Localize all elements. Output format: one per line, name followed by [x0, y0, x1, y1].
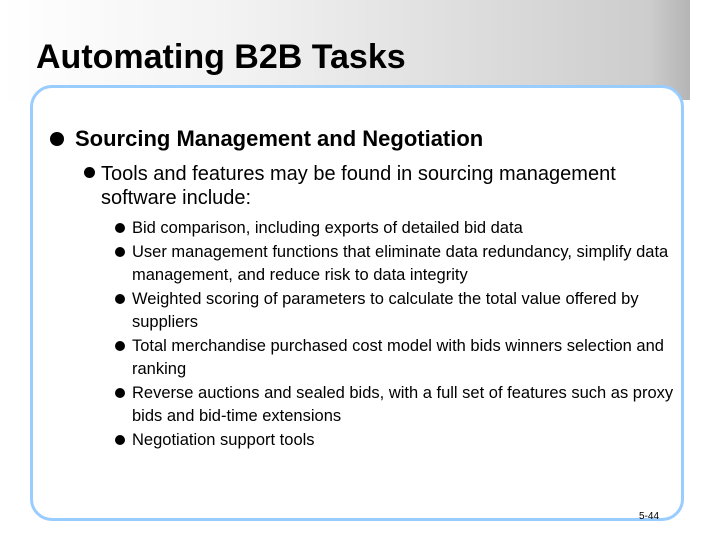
- list-item-text: Total merchandise purchased cost model with bids winners selection and ranking: [132, 336, 664, 378]
- list-item: [115, 382, 695, 429]
- page-number: 5-44: [639, 511, 660, 522]
- bullet-icon: [115, 223, 125, 233]
- list-item: [115, 429, 695, 453]
- list-item: [115, 217, 695, 241]
- slide-title: Automating B2B Tasks: [36, 38, 406, 76]
- list-item-text: User management functions that eliminate data redundancy, simplify data management, and reduce risk to data integrity: [132, 242, 669, 284]
- bullet-icon: [84, 167, 95, 178]
- bullet-icon: [115, 294, 125, 304]
- list-item-text: Negotiation support tools: [132, 430, 315, 449]
- feature-list: [115, 217, 695, 452]
- bullet-icon: [115, 435, 125, 445]
- list-item-text: Bid comparison, including exports of detailed bid data: [132, 219, 523, 237]
- level1-heading: Sourcing Management and Negotiation: [75, 126, 484, 151]
- list-item: [115, 241, 695, 288]
- list-item-text: Reverse auctions and sealed bids, with a full set of features such as proxy bids and bid-time extensions: [132, 383, 674, 425]
- bullet-icon: [115, 388, 125, 398]
- bullet-icon: [50, 132, 64, 146]
- bullet-icon: [115, 247, 125, 257]
- list-item: [115, 335, 695, 382]
- level2-text: Tools and features may be found in sourcing management software include:: [101, 163, 616, 209]
- list-item: [115, 288, 695, 335]
- bullet-icon: [115, 341, 125, 351]
- list-item-text: Weighted scoring of parameters to calculate the total value offered by suppliers: [132, 289, 639, 331]
